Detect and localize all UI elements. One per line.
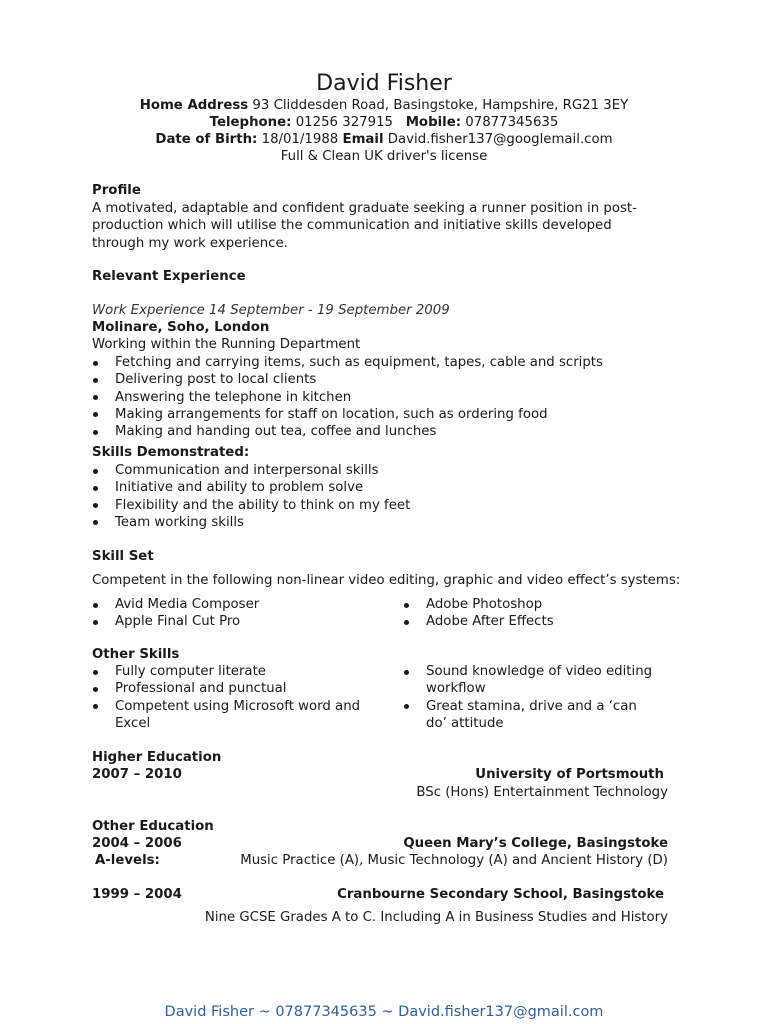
experience-period: Work Experience 14 September - 19 September 2009 [92,303,450,318]
list-item: Apple Final Cut Pro [92,613,259,630]
list-item: Making arrangements for staff on location, such as ordering food [92,406,603,423]
higher-education-years: 2007 – 2010 [92,767,182,782]
phone-line [0,114,768,131]
other-education-institution-2: Cranbourne Secondary School, Basingstoke [337,887,664,902]
list-item: Fully computer literate [92,663,362,680]
other-education-institution-1: Queen Mary’s College, Basingstoke [403,836,668,851]
list-item: Flexibility and the ability to think on my feet [92,497,410,514]
email: David.fisher137@googlemail.com [387,132,613,147]
telephone-label: Telephone: [209,115,292,130]
mobile-label: Mobile: [405,115,462,130]
dob-label: Date of Birth: [155,132,258,147]
candidate-name: David Fisher [316,71,452,96]
list-item: Fetching and carrying items, such as equipment, tapes, cable and scripts [92,354,603,371]
skill-set-heading: Skill Set [92,549,154,564]
a-levels-results: Music Practice (A), Music Technology (A) and Ancient History (D) [240,853,668,868]
list-item: Answering the telephone in kitchen [92,389,603,406]
higher-education-course: BSc (Hons) Entertainment Technology [416,785,668,800]
skills-demonstrated-list [92,462,410,531]
list-item: Making and handing out tea, coffee and lunches [92,423,603,440]
list-item: Communication and interpersonal skills [92,462,410,479]
telephone: 01256 327915 [295,115,394,130]
home-address: 93 Cliddesden Road, Basingstoke, Hampshire, RG21 3EY [252,98,629,113]
list-item: Sound knowledge of video editing workflow [403,663,653,698]
gcse-results: Nine GCSE Grades A to C. Including A in Business Studies and History [204,910,668,925]
skill-set-intro: Competent in the following non-linear video editing, graphic and video effect’s systems: [92,573,681,588]
skills-demonstrated-heading: Skills Demonstrated: [92,445,250,460]
other-skills-heading: Other Skills [92,647,180,662]
higher-education-heading: Higher Education [92,750,222,765]
other-education-years-2: 1999 – 2004 [92,887,182,902]
experience-company: Molinare, Soho, London [92,320,270,335]
email-label: Email [342,132,384,147]
list-item: Great stamina, drive and a ‘can do’ attitude [403,698,653,733]
dob: 18/01/1988 [261,132,339,147]
other-education-years-1: 2004 – 2006 [92,836,182,851]
other-skills-right-list [403,663,653,732]
list-item: Competent using Microsoft word and Excel [92,698,362,733]
license-line: Full & Clean UK driver's license [280,149,488,164]
page-footer: David Fisher ~ 07877345635 ~ David.fisher137@gmail.com [164,1004,604,1020]
other-skills-left-list [92,663,362,732]
list-item: Team working skills [92,514,410,531]
mobile: 07877345635 [465,115,559,130]
higher-education-institution: University of Portsmouth [475,767,664,782]
list-item: Avid Media Composer [92,596,259,613]
address-line [0,97,768,114]
other-education-heading: Other Education [92,819,214,834]
list-item: Adobe After Effects [403,613,554,630]
experience-department: Working within the Running Department [92,337,361,352]
a-levels-label: A-levels: [95,853,160,868]
list-item: Professional and punctual [92,680,362,697]
profile-heading: Profile [92,183,141,198]
dob-email-line [0,131,768,148]
experience-heading: Relevant Experience [92,269,246,284]
list-item: Initiative and ability to problem solve [92,479,410,496]
skill-set-right-list [403,596,554,631]
list-item: Delivering post to local clients [92,371,603,388]
profile-text: A motivated, adaptable and confident graduate seeking a runner position in post-production which will utilise the communication and initiative skills developed through my work experience. [92,201,637,251]
list-item: Adobe Photoshop [403,596,554,613]
skill-set-left-list [92,596,259,631]
home-address-label: Home Address [139,98,249,113]
duties-list [92,354,603,440]
